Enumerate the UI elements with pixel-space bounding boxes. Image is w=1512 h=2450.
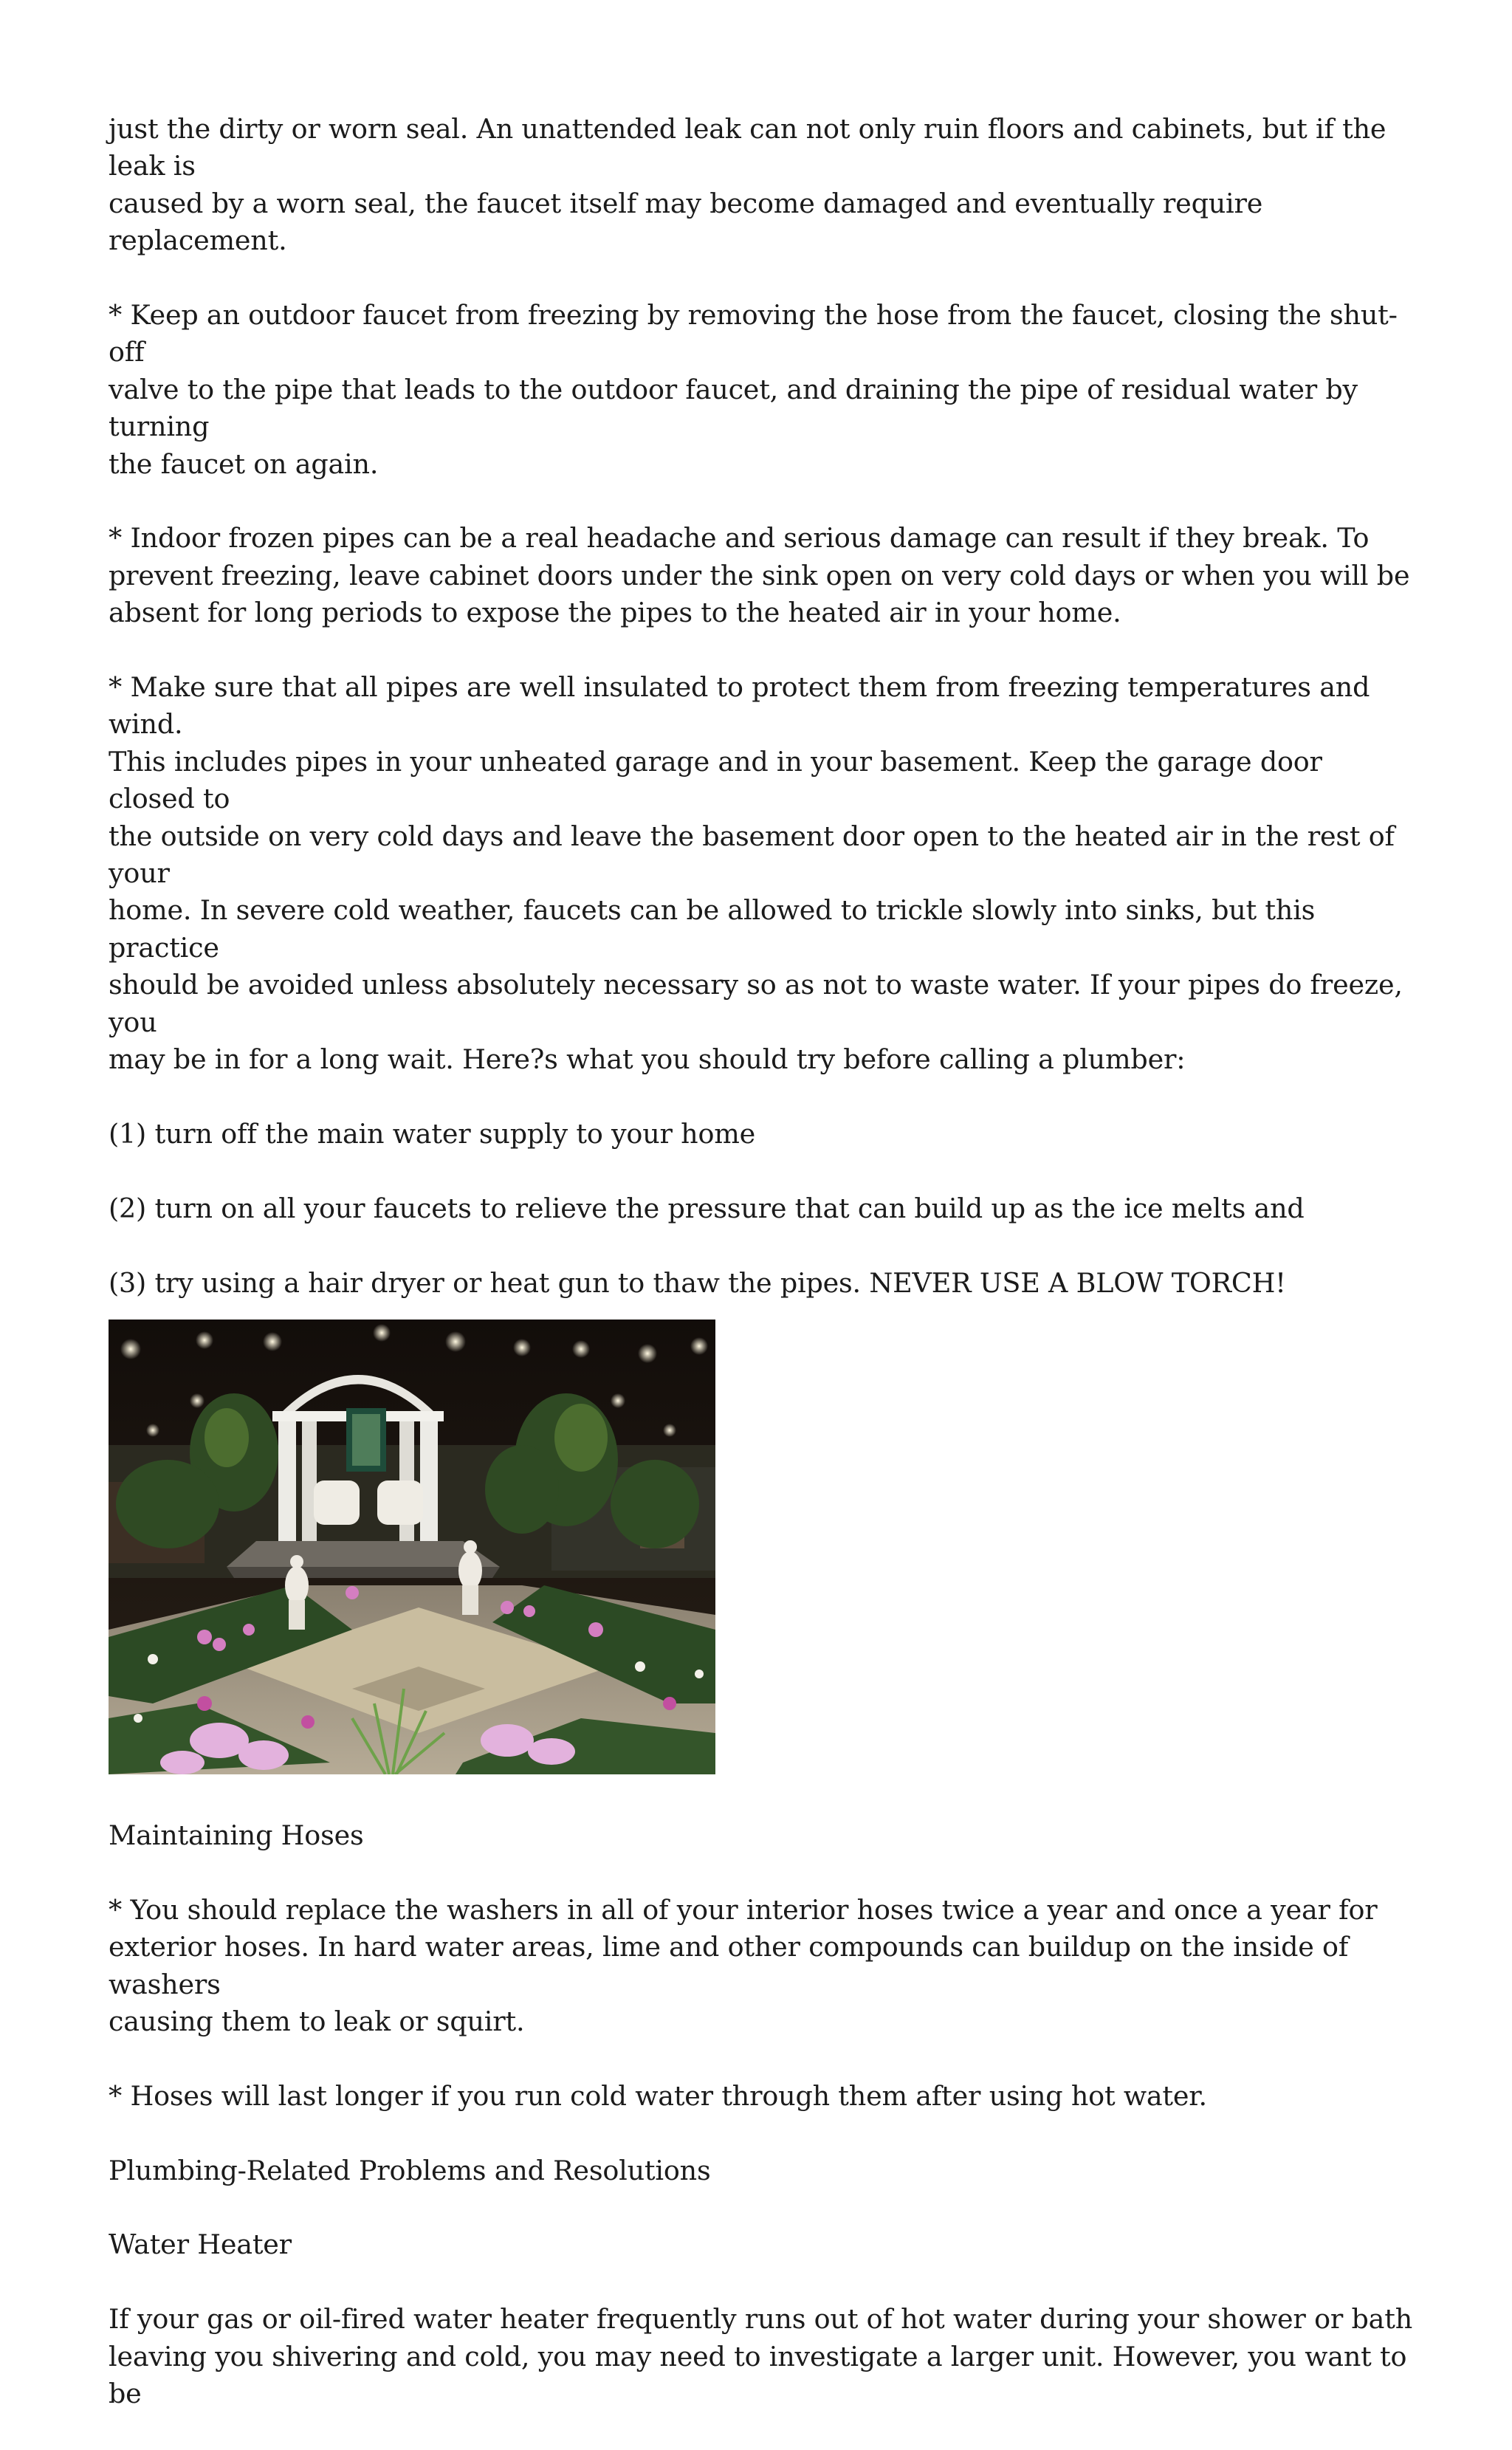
heading-water-heater: Water Heater <box>109 2228 292 2261</box>
paragraph-replace-washers: * You should replace the washers in all of your interior hoses twice a year and once a year for exterior hoses. In hard water areas, lime and other compounds can buildup on the inside of washers causing them to leak or squirt. <box>109 1893 1378 2037</box>
document-page <box>109 111 1415 2450</box>
garden-photo-illustration <box>109 1320 715 1774</box>
heading-maintaining-hoses: Maintaining Hoses <box>109 1819 364 1851</box>
heading-plumbing-problems: Plumbing-Related Problems and Resolutions <box>109 2154 711 2186</box>
paragraph-indoor-frozen-pipes: * Indoor frozen pipes can be a real headache and serious damage can result if they break. To prevent freezing, leave cabinet doors under the sink open on very cold days or when you will be absent for long periods to expose the pipes to the heated air in your home. <box>109 522 1410 629</box>
list-item-step-2: (2) turn on all your faucets to relieve the pressure that can build up as the ice melts and <box>109 1192 1305 1224</box>
paragraph-worn-seal: just the dirty or worn seal. An unattended leak can not only ruin floors and cabinets, but if the leak is caused by a worn seal, the faucet itself may become damaged and eventually require replacement. <box>109 113 1386 257</box>
garden-photo <box>109 1320 715 1774</box>
list-item-step-3: (3) try using a hair dryer or heat gun to thaw the pipes. NEVER USE A BLOW TORCH! <box>109 1266 1286 1299</box>
paragraph-insulate-pipes: * Make sure that all pipes are well insulated to protect them from freezing temperatures and wind. This includes pipes in your unheated garage and in your basement. Keep the garage door closed to the outside on very cold days and leave the basement door open to the heated air in the rest of your home. In severe cold weather, faucets can be allowed to trickle slowly into sinks, but this practice should be avoided unless absolutely necessary so as not to waste water. If your pipes do freeze, you may be in for a long wait. Here?s what you should try before calling a plumber: <box>109 671 1403 1076</box>
paragraph-outdoor-faucet: * Keep an outdoor faucet from freezing by removing the hose from the faucet, closing the shut-off valve to the pipe that leads to the outdoor faucet, and draining the pipe of residual water by turning the faucet on again. <box>109 299 1398 480</box>
paragraph-cold-water-hoses: * Hoses will last longer if you run cold water through them after using hot water. <box>109 2079 1207 2112</box>
list-item-step-1: (1) turn off the main water supply to your home <box>109 1117 756 1150</box>
paragraph-water-heater: If your gas or oil-fired water heater frequently runs out of hot water during your shower or bath leaving you shivering and cold, you may need to investigate a larger unit. However, you want to be <box>109 2303 1412 2409</box>
